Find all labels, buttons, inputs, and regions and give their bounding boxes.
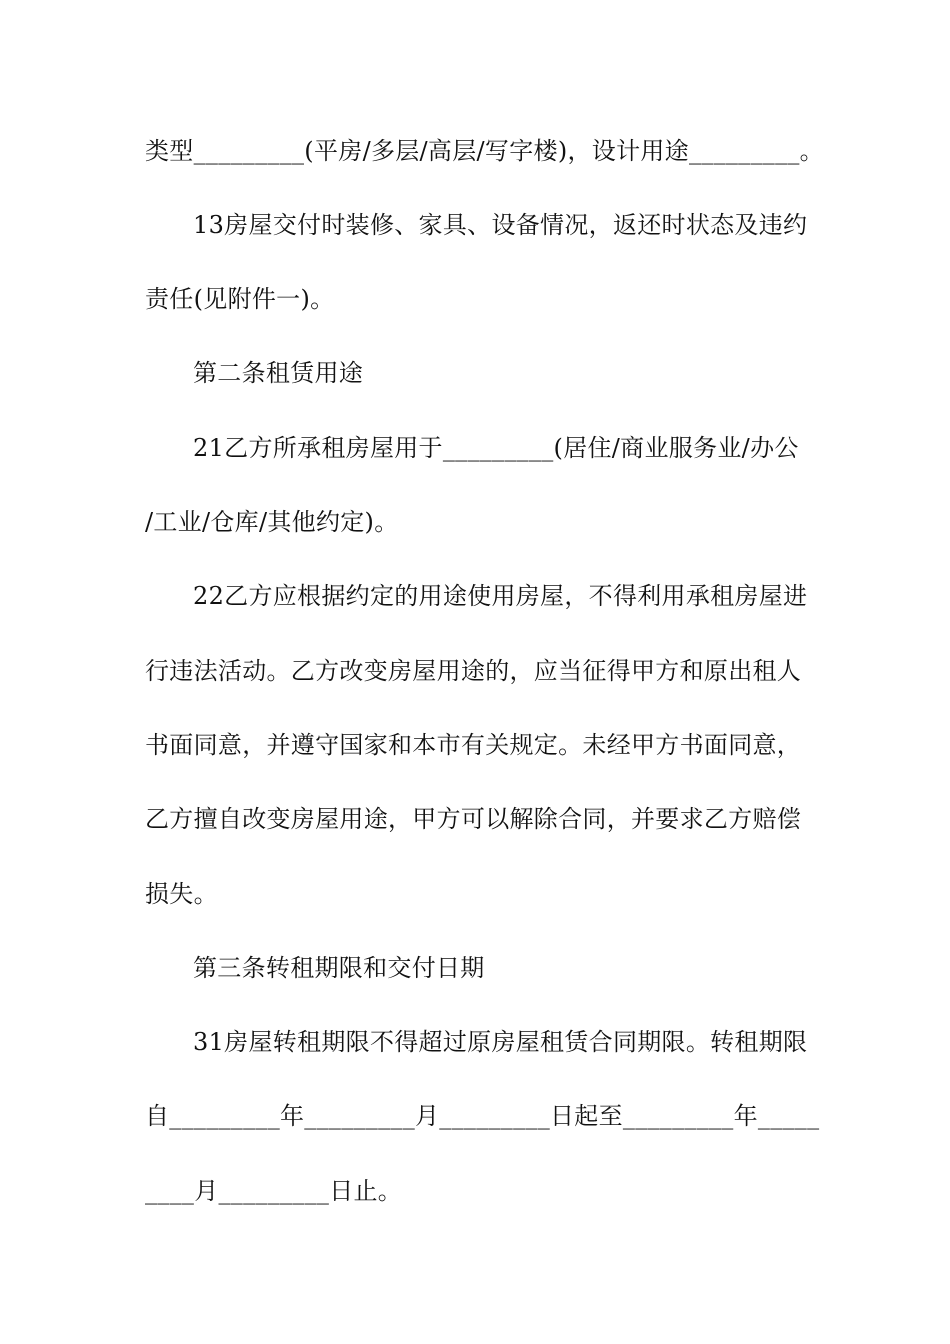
text-line-clause-3-1: 31房屋转租期限不得超过原房屋租赁合同期限。转租期限	[193, 1028, 808, 1056]
text-line-written-consent: 书面同意，并遵守国家和本市有关规定。未经甲方书面同意，	[145, 731, 802, 759]
text-line-clause-2-2: 22乙方应根据约定的用途使用房屋，不得利用承租房屋进	[193, 582, 808, 610]
text-line-termination: 乙方擅自改变房屋用途，甲方可以解除合同，并要求乙方赔偿	[145, 805, 802, 833]
article-heading-3: 第三条转租期限和交付日期	[193, 954, 485, 982]
text-line-type-usage: 类型_________(平房/多层/高层/写字楼)，设计用途_________。	[145, 137, 824, 165]
text-line-date-end: ____月_________日止。	[145, 1177, 403, 1205]
text-line-usage-options: /工业/仓库/其他约定)。	[145, 508, 399, 536]
text-line-date-range: 自_________年_________月_________日起至_________年_____	[145, 1102, 820, 1130]
article-heading-2: 第二条租赁用途	[193, 359, 364, 387]
text-line-clause-1-3: 13房屋交付时装修、家具、设备情况，返还时状态及违约	[193, 211, 808, 239]
text-line-loss: 损失。	[145, 880, 218, 908]
text-line-illegal-activity: 行违法活动。乙方改变房屋用途的，应当征得甲方和原出租人	[145, 657, 802, 685]
text-line-liability: 责任(见附件一)。	[145, 285, 335, 313]
text-line-clause-2-1: 21乙方所承租房屋用于_________(居住/商业服务业/办公	[193, 434, 799, 462]
